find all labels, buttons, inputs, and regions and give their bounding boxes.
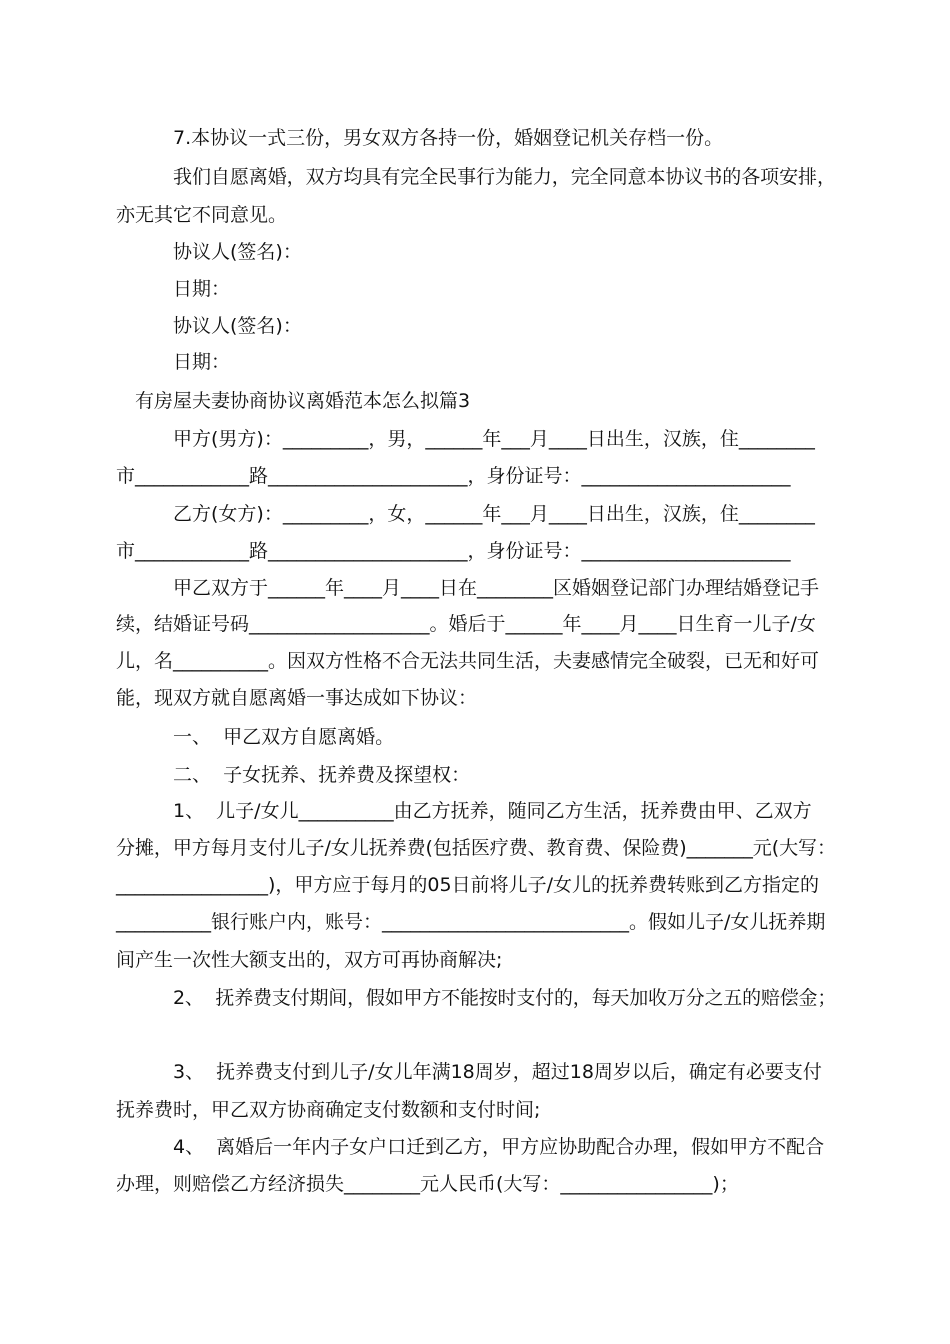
- date-label-1: 日期：: [173, 278, 231, 300]
- item-1-line-4: __________银行账户内，账号：__________________________。假如儿子/女儿抚养期: [116, 911, 826, 933]
- clause-7-copies: 7.本协议一式三份，男女双方各持一份，婚姻登记机关存档一份。: [173, 127, 724, 149]
- party-a-line-1: 甲方(男方)：_________，男，______年___月____日出生，汉族，住________: [173, 428, 815, 450]
- signature-label-1: 协议人(签名)：: [173, 241, 302, 263]
- marriage-paragraph-line-3: 儿，名__________。因双方性格不合无法共同生活，夫妻感情完全破裂，已无和好可: [116, 650, 820, 672]
- date-label-2: 日期：: [173, 351, 231, 373]
- item-1-line-3: ________________)，甲方应于每月的05日前将儿子/女儿的抚养费转账到乙方指定的: [116, 874, 819, 896]
- party-a-line-2: 市____________路_____________________，身份证号：______________________: [116, 465, 791, 487]
- article-2: 二、 子女抚养、抚养费及探望权：: [173, 764, 471, 786]
- marriage-paragraph-line-1: 甲乙双方于______年____月____日在________区婚姻登记部门办理结婚登记手: [173, 577, 820, 599]
- item-1-line-5: 间产生一次性大额支出的，双方可再协商解决;: [116, 949, 503, 971]
- party-b-line-2: 市____________路_____________________，身份证号：______________________: [116, 540, 791, 562]
- article-1: 一、 甲乙双方自愿离婚。: [173, 726, 395, 748]
- item-3-line-2: 抚养费时，甲乙双方协商确定支付数额和支付时间;: [116, 1099, 541, 1121]
- statement-line-2: 亦无其它不同意见。: [116, 204, 288, 226]
- signature-label-2: 协议人(签名)：: [173, 315, 302, 337]
- item-4-line-2: 办理，则赔偿乙方经济损失________元人民币(大写：________________)；: [116, 1173, 739, 1195]
- item-2: 2、 抚养费支付期间，假如甲方不能按时支付的，每天加收万分之五的赔偿金；: [173, 987, 837, 1009]
- marriage-paragraph-line-4: 能，现双方就自愿离婚一事达成如下协议：: [116, 687, 478, 709]
- section-title: 有房屋夫妻协商协议离婚范本怎么拟篇3: [135, 390, 471, 412]
- item-4-line-1: 4、 离婚后一年内子女户口迁到乙方，甲方应协助配合办理，假如甲方不配合: [173, 1136, 825, 1158]
- item-1-line-2: 分摊，甲方每月支付儿子/女儿抚养费(包括医疗费、教育费、保险费)_______元(大写：: [116, 837, 836, 859]
- item-1-line-1: 1、 儿子/女儿__________由乙方抚养，随同乙方生活，抚养费由甲、乙双方: [173, 800, 812, 822]
- statement-line-1: 我们自愿离婚，双方均具有完全民事行为能力，完全同意本协议书的各项安排，: [173, 166, 836, 188]
- marriage-paragraph-line-2: 续，结婚证号码___________________。婚后于______年____月____日生育一儿子/女: [116, 613, 816, 635]
- party-b-line-1: 乙方(女方)：_________，女，______年___月____日出生，汉族，住________: [173, 503, 815, 525]
- item-3-line-1: 3、 抚养费支付到儿子/女儿年满18周岁，超过18周岁以后，确定有必要支付: [173, 1061, 822, 1083]
